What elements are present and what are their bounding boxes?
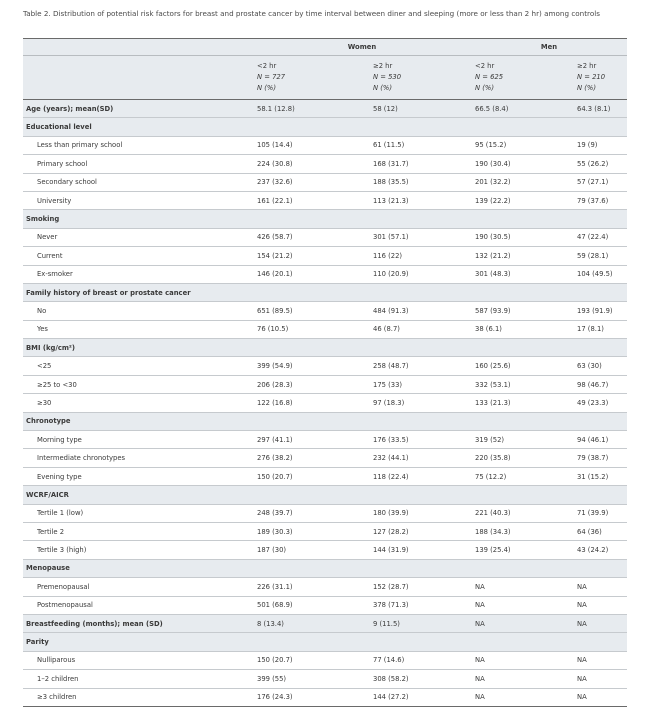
value-cell: 104 (49.5) [573, 265, 627, 283]
table-row [23, 228, 627, 246]
risk-factors-table [23, 38, 627, 707]
value-cell [471, 118, 573, 136]
section-row [23, 339, 627, 357]
table-row [23, 136, 627, 154]
value-cell: 308 (58.2) [369, 670, 471, 688]
section-label: Breastfeeding (months); mean (SD) [23, 614, 253, 632]
section-row [23, 412, 627, 430]
value-cell: 57 (27.1) [573, 173, 627, 191]
value-cell: 132 (21.2) [471, 247, 573, 265]
value-cell: 31 (15.2) [573, 467, 627, 485]
column-header-line-1: ≥2 hr [373, 62, 393, 70]
value-cell [573, 486, 627, 504]
value-cell: 133 (21.3) [471, 394, 573, 412]
value-cell: 17 (8.1) [573, 320, 627, 338]
value-cell: 484 (91.3) [369, 302, 471, 320]
section-row [23, 614, 627, 632]
table-row [23, 173, 627, 191]
value-cell: 59 (28.1) [573, 247, 627, 265]
value-cell: 176 (33.5) [369, 431, 471, 449]
value-cell: 237 (32.6) [253, 173, 369, 191]
value-cell [573, 559, 627, 577]
row-label: <25 [23, 357, 253, 375]
column-header-line-1: <2 hr [257, 62, 277, 70]
value-cell [253, 339, 369, 357]
row-label: Current [23, 247, 253, 265]
value-cell: 160 (25.6) [471, 357, 573, 375]
value-cell [253, 486, 369, 504]
value-cell: 501 (68.9) [253, 596, 369, 614]
value-cell: 232 (44.1) [369, 449, 471, 467]
column-header [573, 56, 627, 100]
value-cell [369, 118, 471, 136]
value-cell [369, 559, 471, 577]
group-header-men: Men [471, 39, 627, 56]
value-cell [471, 210, 573, 228]
value-cell: 77 (14.6) [369, 651, 471, 669]
row-label: Less than primary school [23, 136, 253, 154]
column-header-line-1: ≥2 hr [577, 62, 597, 70]
group-header-women: Women [253, 39, 471, 56]
row-label: ≥30 [23, 394, 253, 412]
row-label: Ex-smoker [23, 265, 253, 283]
value-cell: NA [471, 578, 573, 596]
section-row [23, 100, 627, 118]
section-label: Menopause [23, 559, 253, 577]
value-cell: NA [573, 670, 627, 688]
value-cell [369, 412, 471, 430]
column-header-line-3: N (%) [475, 84, 495, 92]
table-row [23, 578, 627, 596]
value-cell [573, 283, 627, 301]
value-cell: 46 (8.7) [369, 320, 471, 338]
value-cell: 19 (9) [573, 136, 627, 154]
table-row [23, 449, 627, 467]
value-cell: 168 (31.7) [369, 155, 471, 173]
value-cell: 61 (11.5) [369, 136, 471, 154]
column-header-line-2: N = 727 [257, 73, 286, 81]
table-row [23, 596, 627, 614]
row-label: ≥25 to <30 [23, 375, 253, 393]
column-header-line-3: N (%) [257, 84, 277, 92]
value-cell: 651 (89.5) [253, 302, 369, 320]
row-label: Tertile 2 [23, 522, 253, 540]
value-cell: 150 (20.7) [253, 651, 369, 669]
value-cell [253, 118, 369, 136]
value-cell: 122 (16.8) [253, 394, 369, 412]
value-cell: 188 (34.3) [471, 522, 573, 540]
value-cell: 187 (30) [253, 541, 369, 559]
value-cell: 301 (57.1) [369, 228, 471, 246]
value-cell: NA [573, 614, 627, 632]
row-label: Premenopausal [23, 578, 253, 596]
value-cell: 189 (30.3) [253, 522, 369, 540]
row-label: No [23, 302, 253, 320]
table-row [23, 504, 627, 522]
section-row [23, 283, 627, 301]
value-cell: 399 (54.9) [253, 357, 369, 375]
value-cell: NA [471, 670, 573, 688]
value-cell: 43 (24.2) [573, 541, 627, 559]
value-cell [369, 486, 471, 504]
value-cell: 8 (13.4) [253, 614, 369, 632]
value-cell [573, 412, 627, 430]
value-cell: 201 (32.2) [471, 173, 573, 191]
value-cell [471, 486, 573, 504]
value-cell: 71 (39.9) [573, 504, 627, 522]
value-cell [471, 412, 573, 430]
value-cell: 58 (12) [369, 100, 471, 118]
value-cell [573, 210, 627, 228]
value-cell [253, 412, 369, 430]
value-cell: 180 (39.9) [369, 504, 471, 522]
row-label: 1–2 children [23, 670, 253, 688]
value-cell: 190 (30.4) [471, 155, 573, 173]
table-row [23, 651, 627, 669]
value-cell: 38 (6.1) [471, 320, 573, 338]
section-label: Educational level [23, 118, 253, 136]
value-cell [369, 283, 471, 301]
column-header [253, 56, 369, 100]
value-cell: 175 (33) [369, 375, 471, 393]
section-label: BMI (kg/cm²) [23, 339, 253, 357]
section-row [23, 210, 627, 228]
value-cell: NA [471, 596, 573, 614]
value-cell: 248 (39.7) [253, 504, 369, 522]
value-cell: 110 (20.9) [369, 265, 471, 283]
table-row [23, 247, 627, 265]
table-caption: Table 2. Distribution of potential risk factors for breast and prostate cancer by time interval between diner and sleeping (more or less than 2 hr) among controls [23, 9, 600, 18]
row-label: University [23, 191, 253, 209]
value-cell: 139 (22.2) [471, 191, 573, 209]
value-cell: 58.1 (12.8) [253, 100, 369, 118]
value-cell: 144 (27.2) [369, 688, 471, 706]
value-cell: 64.3 (8.1) [573, 100, 627, 118]
row-label: ≥3 children [23, 688, 253, 706]
column-header-line-2: N = 625 [475, 73, 504, 81]
value-cell: 95 (15.2) [471, 136, 573, 154]
row-label: Evening type [23, 467, 253, 485]
value-cell: 332 (53.1) [471, 375, 573, 393]
value-cell: 97 (18.3) [369, 394, 471, 412]
column-header [471, 56, 573, 100]
table-row [23, 688, 627, 706]
table-row [23, 191, 627, 209]
value-cell: 161 (22.1) [253, 191, 369, 209]
row-label: Postmenopausal [23, 596, 253, 614]
value-cell: 188 (35.5) [369, 173, 471, 191]
value-cell: 152 (28.7) [369, 578, 471, 596]
value-cell: 206 (28.3) [253, 375, 369, 393]
row-label: Intermediate chronotypes [23, 449, 253, 467]
value-cell: 193 (91.9) [573, 302, 627, 320]
section-label: Chronotype [23, 412, 253, 430]
row-label: Yes [23, 320, 253, 338]
value-cell: 144 (31.9) [369, 541, 471, 559]
value-cell: 399 (55) [253, 670, 369, 688]
value-cell: 116 (22) [369, 247, 471, 265]
row-label: Never [23, 228, 253, 246]
value-cell: 79 (37.6) [573, 191, 627, 209]
row-label: Tertile 1 (low) [23, 504, 253, 522]
section-label: Parity [23, 633, 253, 651]
value-cell: 297 (41.1) [253, 431, 369, 449]
value-cell [369, 339, 471, 357]
table-row [23, 541, 627, 559]
value-cell: 378 (71.3) [369, 596, 471, 614]
value-cell: 150 (20.7) [253, 467, 369, 485]
value-cell: 79 (38.7) [573, 449, 627, 467]
value-cell: 66.5 (8.4) [471, 100, 573, 118]
row-label: Tertile 3 (high) [23, 541, 253, 559]
value-cell [253, 633, 369, 651]
table-body [23, 100, 627, 707]
value-cell: NA [573, 596, 627, 614]
value-cell [471, 283, 573, 301]
value-cell: 75 (12.2) [471, 467, 573, 485]
value-cell [471, 633, 573, 651]
value-cell: 63 (30) [573, 357, 627, 375]
value-cell: 587 (93.9) [471, 302, 573, 320]
value-cell: 258 (48.7) [369, 357, 471, 375]
table-row [23, 265, 627, 283]
row-label: Morning type [23, 431, 253, 449]
table-row [23, 375, 627, 393]
value-cell: 127 (28.2) [369, 522, 471, 540]
value-cell [369, 633, 471, 651]
value-cell: 47 (22.4) [573, 228, 627, 246]
header-blank-cell [23, 56, 253, 100]
column-header [369, 56, 471, 100]
value-cell: 426 (58.7) [253, 228, 369, 246]
value-cell: 224 (30.8) [253, 155, 369, 173]
table-row [23, 155, 627, 173]
value-cell: NA [471, 651, 573, 669]
section-label: Family history of breast or prostate cancer [23, 283, 253, 301]
table-row [23, 431, 627, 449]
value-cell: 94 (46.1) [573, 431, 627, 449]
table-row [23, 394, 627, 412]
row-label: Nulliparous [23, 651, 253, 669]
section-row [23, 559, 627, 577]
value-cell: 76 (10.5) [253, 320, 369, 338]
value-cell: 276 (38.2) [253, 449, 369, 467]
table-row [23, 357, 627, 375]
row-label: Secondary school [23, 173, 253, 191]
section-row [23, 486, 627, 504]
section-label: Smoking [23, 210, 253, 228]
column-header-line-3: N (%) [373, 84, 393, 92]
value-cell: 176 (24.3) [253, 688, 369, 706]
group-header-row [23, 39, 627, 56]
value-cell: 146 (20.1) [253, 265, 369, 283]
value-cell: NA [573, 578, 627, 596]
value-cell [573, 633, 627, 651]
value-cell: 221 (40.3) [471, 504, 573, 522]
value-cell [253, 283, 369, 301]
value-cell: 118 (22.4) [369, 467, 471, 485]
column-header-line-3: N (%) [577, 84, 597, 92]
column-header-line-2: N = 210 [577, 73, 606, 81]
table-row [23, 467, 627, 485]
column-header-line-1: <2 hr [475, 62, 495, 70]
value-cell: 190 (30.5) [471, 228, 573, 246]
column-header-line-2: N = 530 [373, 73, 402, 81]
value-cell [573, 339, 627, 357]
value-cell: NA [573, 688, 627, 706]
section-label: WCRF/AICR [23, 486, 253, 504]
value-cell: 49 (23.3) [573, 394, 627, 412]
section-label: Age (years); mean(SD) [23, 100, 253, 118]
value-cell [253, 210, 369, 228]
value-cell [471, 339, 573, 357]
table-row [23, 522, 627, 540]
value-cell [471, 559, 573, 577]
section-row [23, 118, 627, 136]
value-cell: 98 (46.7) [573, 375, 627, 393]
value-cell: 220 (35.8) [471, 449, 573, 467]
value-cell: NA [573, 651, 627, 669]
value-cell: 105 (14.4) [253, 136, 369, 154]
table-row [23, 670, 627, 688]
value-cell: NA [471, 614, 573, 632]
row-label: Primary school [23, 155, 253, 173]
section-row [23, 633, 627, 651]
value-cell [573, 118, 627, 136]
table-row [23, 302, 627, 320]
value-cell: 64 (36) [573, 522, 627, 540]
value-cell: 226 (31.1) [253, 578, 369, 596]
value-cell: 9 (11.5) [369, 614, 471, 632]
value-cell: 55 (26.2) [573, 155, 627, 173]
column-header-row [23, 56, 627, 100]
value-cell: 113 (21.3) [369, 191, 471, 209]
value-cell: NA [471, 688, 573, 706]
value-cell: 139 (25.4) [471, 541, 573, 559]
header-blank-cell [23, 39, 253, 56]
value-cell: 319 (52) [471, 431, 573, 449]
table-row [23, 320, 627, 338]
value-cell [369, 210, 471, 228]
value-cell: 301 (48.3) [471, 265, 573, 283]
value-cell: 154 (21.2) [253, 247, 369, 265]
value-cell [253, 559, 369, 577]
